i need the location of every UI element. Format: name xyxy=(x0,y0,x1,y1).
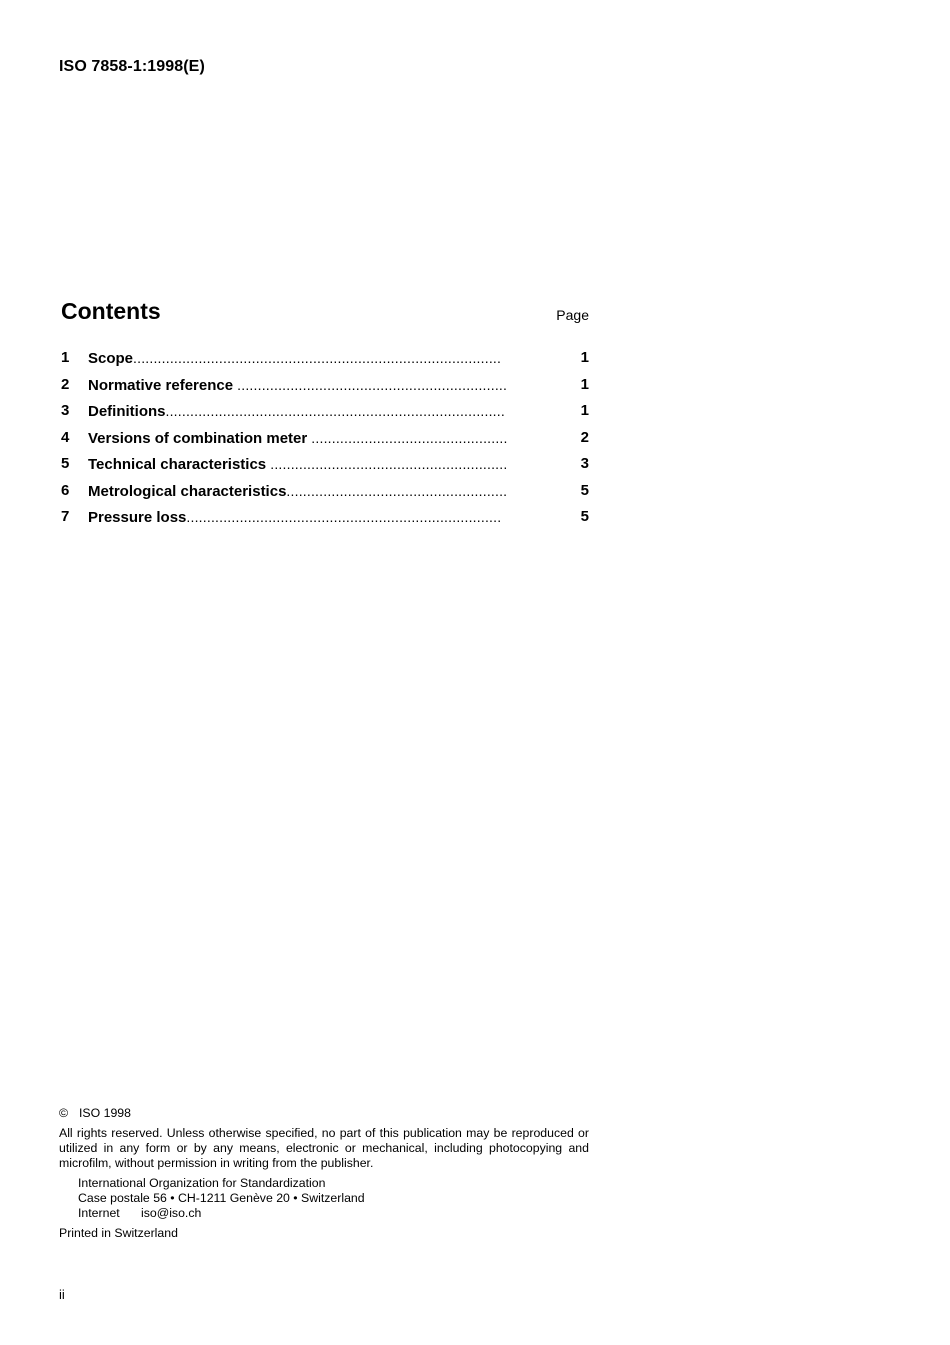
toc-entry-number: 6 xyxy=(61,481,70,499)
toc-entry-metrological-characteristics[interactable] xyxy=(61,481,589,508)
toc-entry-title: Versions of combination meter xyxy=(88,429,308,447)
copyright-block xyxy=(59,1106,589,1241)
toc-entry-title: Normative reference xyxy=(88,376,234,394)
toc-entry-title-wrap xyxy=(88,481,542,502)
toc-entry-normative-reference[interactable] xyxy=(61,375,589,402)
contents-title: Contents xyxy=(61,298,161,324)
copyright-year: ISO 1998 xyxy=(79,1106,131,1120)
toc-dot-leader: .................................................................. xyxy=(233,376,508,393)
toc-entry-scope[interactable] xyxy=(61,348,589,375)
toc-entry-number: 3 xyxy=(61,402,70,419)
toc-entry-title-wrap xyxy=(88,454,542,475)
copyright-symbol: © xyxy=(59,1106,69,1120)
table-of-contents xyxy=(61,348,589,534)
toc-entry-page: 1 xyxy=(580,375,589,393)
toc-entry-page: 2 xyxy=(580,428,589,446)
toc-entry-title: Pressure loss xyxy=(88,509,187,526)
toc-entry-page: 3 xyxy=(580,455,589,472)
toc-entry-title-wrap xyxy=(88,401,542,422)
copyright-line xyxy=(59,1106,589,1121)
toc-entry-technical-characteristics[interactable] xyxy=(61,454,589,481)
toc-entry-title-wrap xyxy=(88,375,542,396)
toc-entry-number: 2 xyxy=(61,375,70,393)
toc-entry-number: 7 xyxy=(61,508,70,525)
toc-entry-title: Technical characteristics xyxy=(88,456,267,473)
rights-statement: All rights reserved. Unless otherwise specified, no part of this publication may be reproduced or utilized in any form or by any means, electronic or mechanical, including photocopying and microfilm, without permission in writing from the publisher. xyxy=(59,1126,589,1170)
internet-label: Internet xyxy=(78,1206,120,1220)
toc-entry-title-wrap xyxy=(88,348,542,369)
toc-entry-title: Definitions xyxy=(88,403,166,420)
organization-name: International Organization for Standardization xyxy=(78,1176,326,1190)
publisher-address xyxy=(78,1176,589,1221)
toc-dot-leader: ................................................ xyxy=(307,429,508,446)
printed-in: Printed in Switzerland xyxy=(59,1226,178,1240)
toc-entry-page: 1 xyxy=(580,402,589,419)
toc-entry-title-wrap xyxy=(88,507,542,528)
toc-entry-number: 5 xyxy=(61,455,70,472)
internet-line xyxy=(78,1206,589,1221)
toc-entry-title-wrap xyxy=(88,428,542,449)
page-number: ii xyxy=(59,1287,65,1302)
toc-dot-leader: ............................................................................. xyxy=(186,509,502,525)
postal-address: Case postale 56 • CH-1211 Genève 20 • Switzerland xyxy=(78,1191,365,1205)
toc-entry-title: Metrological characteristics xyxy=(88,482,287,500)
toc-entry-pressure-loss[interactable] xyxy=(61,507,589,534)
internet-email[interactable]: iso@iso.ch xyxy=(141,1206,202,1220)
contents-header xyxy=(61,298,589,328)
toc-entry-page: 5 xyxy=(580,508,589,525)
toc-entry-number: 1 xyxy=(61,349,70,366)
page-column-label: Page xyxy=(556,307,589,323)
toc-entry-title: Scope xyxy=(88,350,134,367)
toc-dot-leader: ................................................................................... xyxy=(165,403,505,419)
toc-entry-page: 1 xyxy=(580,349,589,366)
toc-entry-page: 5 xyxy=(580,481,589,499)
toc-entry-number: 4 xyxy=(61,428,70,446)
document-id: ISO 7858-1:1998(E) xyxy=(59,58,205,75)
toc-dot-leader: ...................................................... xyxy=(286,482,508,499)
toc-dot-leader: .......................................................................................... xyxy=(133,350,502,366)
toc-entry-versions[interactable] xyxy=(61,428,589,455)
toc-dot-leader: .......................................................... xyxy=(266,456,508,472)
toc-entry-definitions[interactable] xyxy=(61,401,589,428)
